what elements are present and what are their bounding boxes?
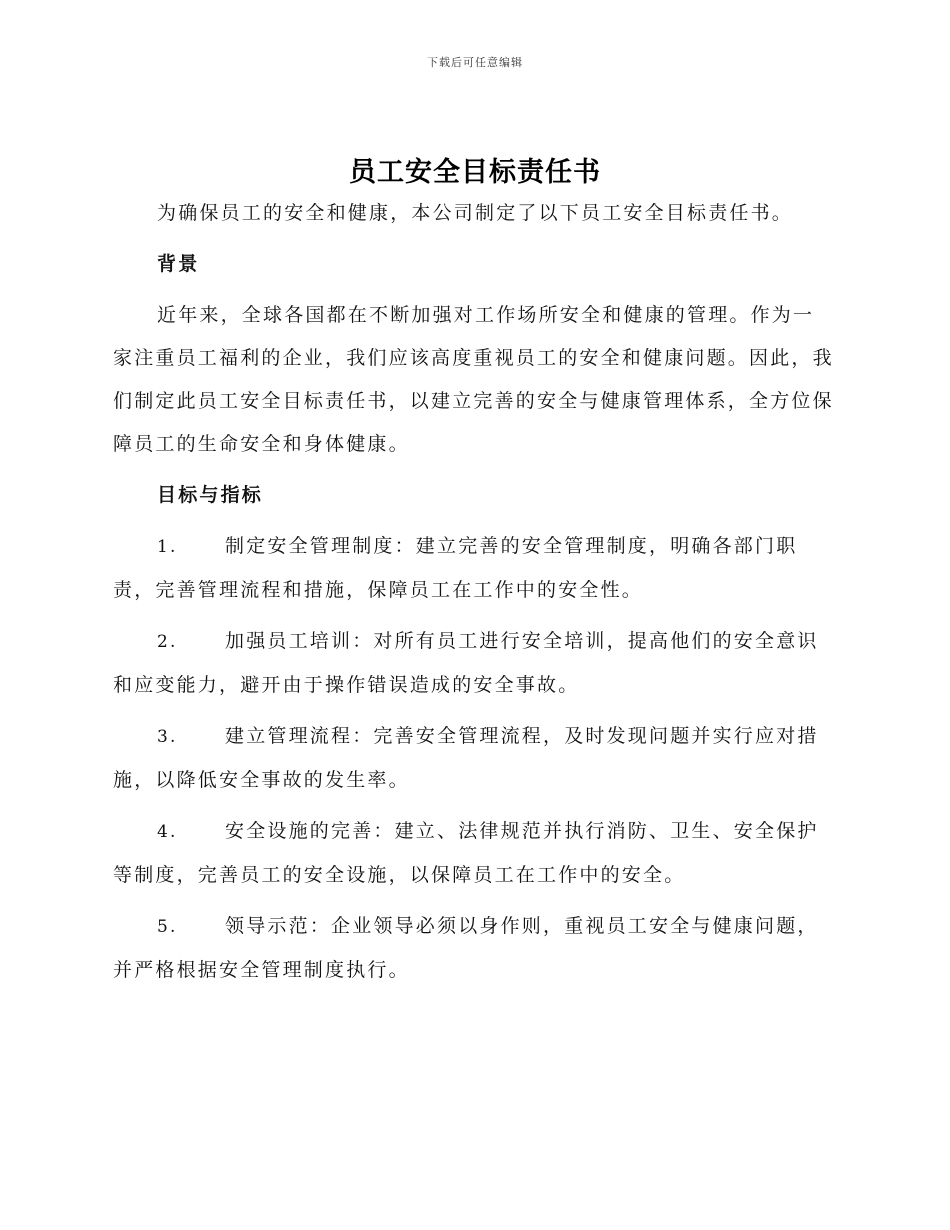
goal-number: 2. bbox=[157, 632, 178, 652]
goals-heading: 目标与指标 bbox=[157, 484, 264, 506]
intro-paragraph: 为确保员工的安全和健康，本公司制定了以下员工安全目标责任书。 bbox=[157, 202, 794, 224]
goal-item-2 bbox=[113, 620, 835, 707]
document-title: 员工安全目标责任书 bbox=[349, 157, 601, 188]
goal-item-1 bbox=[113, 525, 835, 612]
goal-text: 加强员工培训：对所有员工进行安全培训，提高他们的安全意识和应变能力，避开由于操作错误造成的安全事故。 bbox=[113, 630, 819, 696]
goal-text: 制定安全管理制度：建立完善的安全管理制度，明确各部门职责，完善管理流程和措施，保障员工在工作中的安全性。 bbox=[113, 535, 798, 601]
goal-text: 领导示范：企业领导必须以身作则，重视员工安全与健康问题，并严格根据安全管理制度执行。 bbox=[113, 915, 819, 981]
background-heading: 背景 bbox=[157, 253, 200, 275]
document-body bbox=[113, 192, 835, 1000]
goal-number: 3. bbox=[157, 727, 178, 747]
background-paragraph: 近年来，全球各国都在不断加强对工作场所安全和健康的管理。作为一家注重员工福利的企业，我们应该高度重视员工的安全和健康问题。因此，我们制定此员工安全目标责任书，以建立完善的安全与健康管理体系，全方位保障员工的生命安全和身体健康。 bbox=[113, 304, 834, 455]
goal-text: 建立管理流程：完善安全管理流程，及时发现问题并实行应对措施，以降低安全事故的发生率。 bbox=[113, 725, 819, 791]
goal-item-5 bbox=[113, 905, 835, 992]
goal-item-3 bbox=[113, 715, 835, 802]
goal-number: 1. bbox=[157, 537, 178, 557]
goal-number: 4. bbox=[157, 822, 178, 842]
goal-item-4 bbox=[113, 810, 835, 897]
goal-number: 5. bbox=[157, 917, 178, 937]
page-header-note: 下载后可任意编辑 bbox=[427, 56, 523, 69]
goal-text: 安全设施的完善：建立、法律规范并执行消防、卫生、安全保护等制度，完善员工的安全设施，以保障员工在工作中的安全。 bbox=[113, 820, 819, 886]
